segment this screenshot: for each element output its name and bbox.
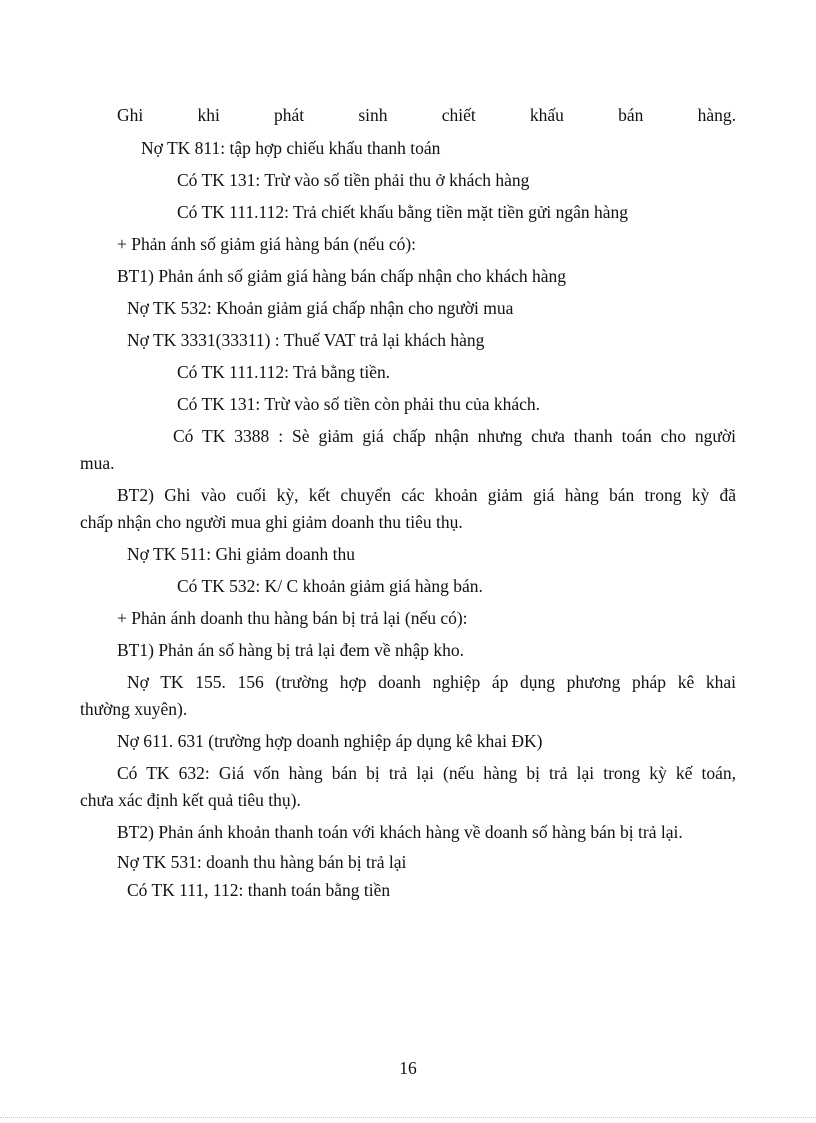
text-line: Có TK 3388 : Sè giảm giá chấp nhận nhưng chưa thanh toán cho người <box>173 426 736 446</box>
text-line: Nợ TK 531: doanh thu hàng bán bị trả lại <box>117 852 407 872</box>
page-bottom-divider <box>0 1117 816 1118</box>
text-line: thường xuyên). <box>80 699 188 719</box>
text-line: chấp nhận cho người mua ghi giảm doanh thu tiêu thụ. <box>80 512 463 532</box>
text-line: BT2) Phản ánh khoản thanh toán với khách hàng về doanh số hàng bán bị trả lại. <box>117 822 683 842</box>
text-line: Có TK 131: Trừ vào số tiền còn phải thu của khách. <box>177 394 541 414</box>
text-line: Có TK 532: K/ C khoản giảm giá hàng bán. <box>177 576 483 596</box>
text-line: Nợ TK 3331(33311) : Thuế VAT trả lại khách hàng <box>127 330 485 350</box>
text-line: chưa xác định kết quả tiêu thụ). <box>80 790 301 810</box>
text-line: Có TK 111.112: Trả chiết khấu bằng tiền mặt tiền gửi ngân hàng <box>177 202 628 222</box>
text-line: + Phản ánh số giảm giá hàng bán (nếu có): <box>117 234 417 254</box>
text-line: Nợ TK 511: Ghi giảm doanh thu <box>127 544 355 564</box>
text-line: Nợ TK 155. 156 (trường hợp doanh nghiệp áp dụng phương pháp kê khai <box>127 672 736 692</box>
text-line: Nợ 611. 631 (trường hợp doanh nghiệp áp dụng kê khai ĐK) <box>117 731 543 751</box>
text-line: Nợ TK 811: tập hợp chiếu khấu thanh toán <box>141 138 441 158</box>
text-line: Có TK 632: Giá vốn hàng bán bị trả lại (nếu hàng bị trả lại trong kỳ kế toán, <box>117 763 736 783</box>
text-line: BT1) Phản ánh số giảm giá hàng bán chấp nhận cho khách hàng <box>117 266 567 286</box>
text-line: Ghi khi phát sinh chiết khấu bán hàng. <box>117 105 736 125</box>
text-line: mua. <box>80 453 115 473</box>
text-line: + Phản ánh doanh thu hàng bán bị trả lại (nếu có): <box>117 608 468 628</box>
text-line: BT1) Phản án số hàng bị trả lại đem về nhập kho. <box>117 640 465 660</box>
page-number: 16 <box>399 1058 417 1078</box>
text-line: Có TK 131: Trừ vào số tiền phải thu ở khách hàng <box>177 170 530 190</box>
text-line: BT2) Ghi vào cuối kỳ, kết chuyển các khoản giảm giá hàng bán trong kỳ đã <box>117 485 736 505</box>
text-line: Nợ TK 532: Khoản giảm giá chấp nhận cho người mua <box>127 298 514 318</box>
text-line: Có TK 111, 112: thanh toán bằng tiền <box>127 880 391 900</box>
text-line: Có TK 111.112: Trả bằng tiền. <box>177 362 391 382</box>
